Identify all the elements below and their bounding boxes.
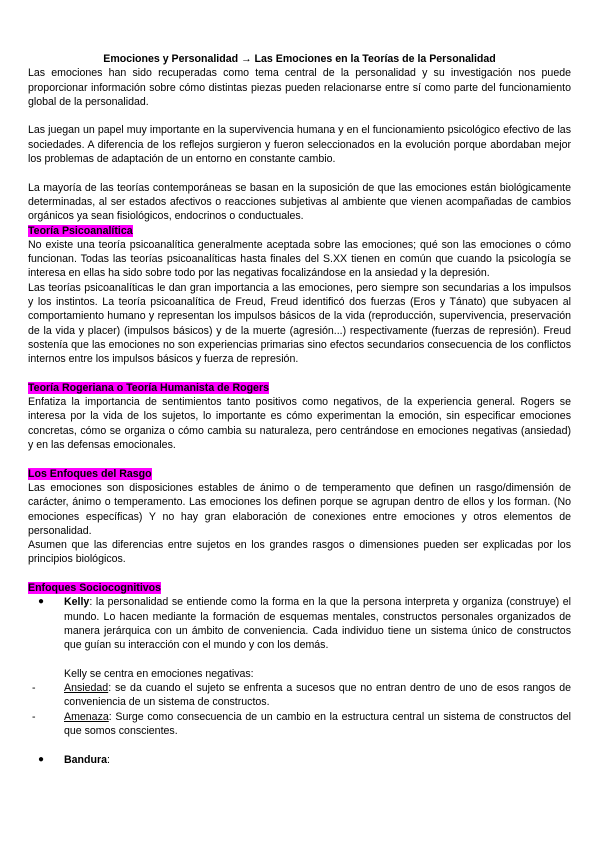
heading-psicoanalitica: Teoría Psicoanalítica	[28, 224, 133, 237]
intro-paragraph-1: Las emociones han sido recuperadas como tema central de la personalidad y su investigación nos puede proporcionar información sobre cómo distintas piezas pueden relacionarse entre sí como parte del funcionamiento global de la personalidad.	[28, 67, 571, 108]
intro-paragraph-3: La mayoría de las teorías contemporáneas se basan en la suposición de que las emociones están biológicamente determinadas, al ser estados afectivos o reacciones subjetivas al ambiente que vienen acompañadas de cambios orgánicos ya sean fisiológicos, endocrinos o conductuales.	[28, 181, 571, 223]
bullet-icon: ●	[38, 596, 45, 608]
section-rogers	[28, 381, 571, 395]
document-page	[28, 52, 571, 767]
socio-bullet-list-2	[28, 753, 571, 767]
dash-icon: -	[32, 682, 36, 695]
kelly-dash-list	[28, 681, 571, 738]
page-title: Emociones y Personalidad → Las Emociones en la Teorías de la Personalidad	[103, 53, 496, 65]
rasgo-paragraph-1: Las emociones son disposiciones estables de ánimo o de temperamento que definen un rasgo/dimensión de carácter, ánimo o temperamento. Las emociones los definen porque se agrupan dentro de ellos y los forman. (No emociones específicas) Y no hay gran elaboración de conexiones entre emociones y otros elementos de personalidad.	[28, 481, 571, 537]
list-item	[28, 753, 571, 767]
ansiedad-text: : se da cuando el sujeto se enfrenta a sucesos que no entran dentro de uno de esos rangos de conveniencia de un sistema de constructos.	[64, 682, 571, 709]
kelly-text: : la personalidad se entiende como la forma en la que la persona interpreta y organiza (construye) el mundo. Lo hacen mediante la formación de esquemas mentales, constructos personales organizados de manera jerárquica con un ámbito de conveniencia. Cada individuo tiene un sistema único de constructos que guían su interacción con el mundo y con los demás.	[64, 596, 571, 652]
psico-paragraph-1: No existe una teoría psicoanalítica generalmente aceptada sobre las emociones; qué son las emociones o cómo funcionan. Todas las teorías psicoanalíticas hasta finales del S.XX tienen en común que cuando la psicología se interesa en ellas ha sido sobre todo por las negativas focalizándose en la ansiedad y la depresión.	[28, 238, 571, 280]
intro-paragraph-2: Las juegan un papel muy importante en la supervivencia humana y en el funcionamiento psicológico efectivo de las sociedades. A diferencia de los reflejos surgieron y fueron seleccionados en la evolución porque abordaban mejor los problemas de adaptación de un entorno en constante cambio.	[28, 124, 571, 166]
amenaza-text: : Surge como consecuencia de un cambio en la estructura central un sistema de constructos del que somos conscientes.	[64, 710, 571, 737]
list-item	[28, 710, 571, 739]
bullet-icon: ●	[38, 753, 45, 765]
dash-icon: -	[32, 710, 36, 723]
rasgo-paragraph-2: Asumen que las diferencias entre sujetos en los grandes rasgos o dimensiones pueden ser explicadas por los principios biológicos.	[28, 539, 571, 566]
bandura-name: Bandura	[64, 753, 107, 766]
list-item	[28, 681, 571, 710]
kelly-name: Kelly	[64, 596, 90, 609]
psico-paragraph-2: Las teorías psicoanalíticas le dan gran importancia a las emociones, pero siempre son secundarias a los impulsos y los instintos. La teoría psicoanalítica de Freud, Freud identificó dos fuerzas (Eros y Tánato) que subyacen al comportamiento humano y representan los impulsos básicos de la vida (reproducción, supervivencia, preservación de la vida y placer) (impulsos básicos) y de la muerte (agresión...) respectivamente (fuerzas de represión). Freud sostenía que las emociones no son experiencias primarias sino efectos secundarios consecuencia de los conflictos internos entre los impulsos básicos y fuerza de represión.	[28, 281, 571, 366]
ansiedad-term: Ansiedad	[64, 682, 109, 695]
kelly-focus: Kelly se centra en emociones negativas:	[64, 667, 254, 680]
section-rasgo	[28, 467, 571, 481]
rogers-paragraph-1: Enfatiza la importancia de sentimientos tanto positivos como negativos, de la experiencia general. Rogers se interesa por la vida de los sujetos, lo importante es cómo experimentan la emoción, sin especificar emociones concretas, cómo se organiza o cómo cambia su naturaleza, pero centrándose en emociones negativas (ansiedad) y en las defensas emocionales.	[28, 396, 571, 452]
section-psicoanalitica	[28, 224, 571, 238]
socio-bullet-list	[28, 595, 571, 652]
heading-sociocognitivos: Enfoques Sociocognitivos	[28, 581, 162, 594]
bandura-text: :	[106, 753, 110, 766]
list-item	[28, 595, 571, 652]
amenaza-term: Amenaza	[64, 710, 109, 723]
section-sociocognitivos	[28, 581, 571, 595]
heading-rasgo: Los Enfoques del Rasgo	[28, 467, 152, 480]
heading-rogers: Teoría Rogeriana o Teoría Humanista de Rogers	[28, 381, 269, 394]
